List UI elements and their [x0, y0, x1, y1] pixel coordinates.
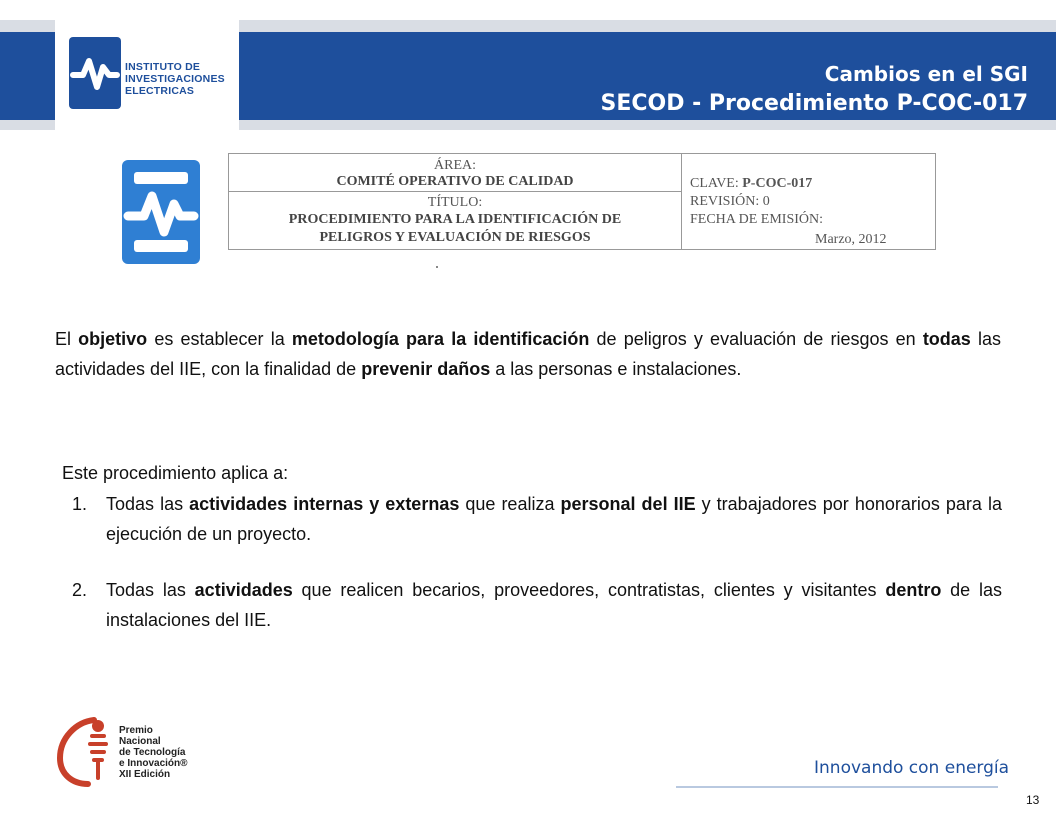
title-value-2-wrap — [229, 230, 681, 246]
title-value-2: PELIGROS Y EVALUACIÓN DE RIESGOS — [319, 230, 591, 245]
stray-dot — [436, 266, 438, 268]
logo-line-2: INVESTIGACIONES — [125, 73, 225, 85]
doc-logo-icon — [122, 160, 200, 264]
tagline: Innovando con energía — [814, 758, 1010, 778]
header-band — [0, 20, 1056, 130]
clave-value: P-COC-017 — [742, 176, 813, 191]
list-item-text — [106, 575, 1002, 635]
premio-text — [119, 725, 188, 780]
item2-text-3: de las instalaciones del IIE. — [106, 580, 1002, 630]
area-value-wrap — [229, 174, 681, 190]
objective-text-2: es establecer la — [147, 329, 292, 349]
item1-bold-1: actividades internas y externas — [189, 494, 460, 514]
premio-logo-icon — [54, 714, 116, 788]
fecha-value: Marzo, 2012 — [815, 232, 887, 247]
clave-row — [690, 176, 812, 192]
item2-bold-1: actividades — [194, 580, 293, 600]
item1-text-1: Todas las — [106, 494, 190, 514]
iie-logo — [55, 20, 239, 148]
doc-left-cell — [229, 154, 682, 249]
iie-logo-icon — [69, 37, 121, 109]
objective-bold-4: prevenir daños — [361, 359, 491, 379]
objective-bold-1: objetivo — [78, 329, 148, 349]
slide-title-line-1: Cambios en el SGI — [824, 62, 1028, 86]
premio-line-4: e Innovación® — [119, 758, 188, 769]
premio-line-3: de Tecnología — [119, 747, 186, 758]
tagline-underline — [676, 786, 998, 788]
doc-right-cell — [690, 154, 930, 249]
applies-heading: Este procedimiento aplica a: — [62, 463, 289, 483]
document-header-table — [228, 153, 936, 250]
list-item-number: 2. — [72, 580, 88, 600]
objective-text-1: El — [55, 329, 79, 349]
area-label: ÁREA: — [434, 158, 476, 173]
objective-text-3: de peligros y evaluación de riesgos en — [589, 329, 923, 349]
revision: REVISIÓN: 0 — [690, 194, 770, 209]
premio-line-2: Nacional — [119, 736, 161, 747]
clave-label: CLAVE: — [690, 176, 739, 191]
slide-title-line-2: SECOD - Procedimiento P-COC-017 — [600, 91, 1028, 116]
item1-text-3: y trabajadores por honorarios para la ejecución de un proyecto. — [106, 494, 1002, 544]
premio-line-1: Premio — [119, 725, 153, 736]
area-value: COMITÉ OPERATIVO DE CALIDAD — [336, 174, 574, 189]
fecha-label: FECHA DE EMISIÓN: — [690, 212, 824, 227]
title-label: TÍTULO: — [427, 195, 483, 210]
objective-text-5: a las personas e instalaciones. — [490, 359, 742, 379]
premio-line-5: XII Edición — [119, 769, 171, 780]
item2-text-2: que realicen becarios, proveedores, contratistas, clientes y visitantes — [292, 580, 886, 600]
objective-paragraph — [55, 324, 1001, 384]
item1-bold-2: personal del IIE — [560, 494, 696, 514]
doc-separator — [229, 191, 681, 192]
list-item-number: 1. — [72, 494, 88, 514]
objective-bold-3: todas — [922, 329, 971, 349]
objective-bold-2: metodología para la identificación — [291, 329, 590, 349]
item1-text-2: que realiza — [459, 494, 561, 514]
slide-title — [600, 60, 1028, 120]
item2-text-1: Todas las — [106, 580, 195, 600]
item2-bold-2: dentro — [885, 580, 942, 600]
objective-text-4: las actividades del IIE, con la finalidad de — [55, 329, 1001, 379]
title-value-1: PROCEDIMIENTO PARA LA IDENTIFICACIÓN DE — [288, 212, 622, 227]
iie-logo-text — [125, 61, 235, 97]
logo-line-1: INSTITUTO DE — [125, 61, 201, 73]
title-value-1-wrap — [229, 212, 681, 228]
list-item-text — [106, 489, 1002, 549]
logo-line-3: ELECTRICAS — [125, 85, 195, 97]
page-number: 13 — [1026, 793, 1040, 807]
